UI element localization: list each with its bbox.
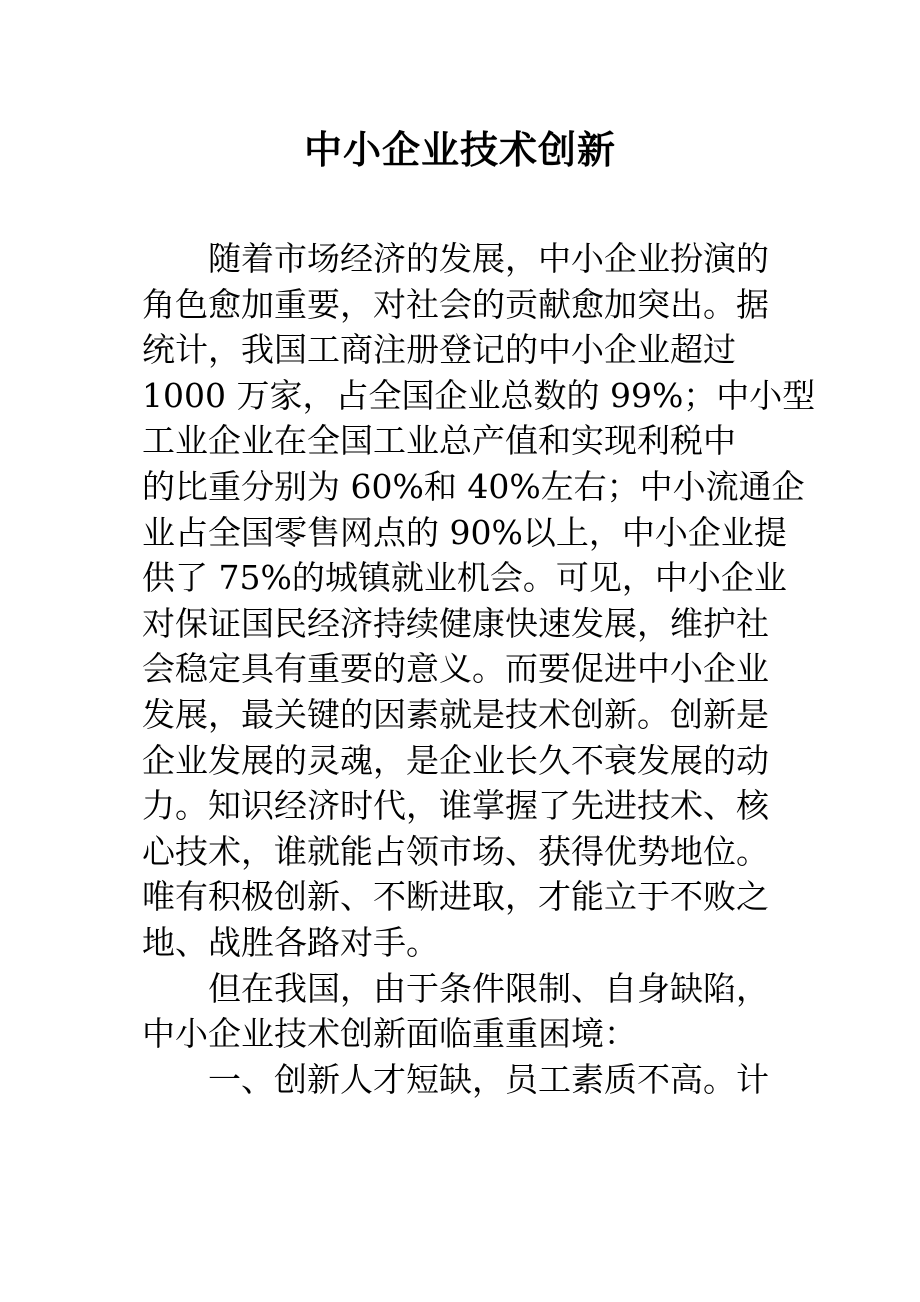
paragraph-1-line-11: 发展，最关键的因素就是技术创新。创新是	[142, 694, 769, 734]
paragraph-1-line-3: 统计，我国工商注册登记的中小企业超过	[142, 330, 736, 370]
paragraph-1-line-14: 心技术，谁就能占领市场、获得优势地位。	[142, 831, 769, 871]
paragraph-1-line-7: 业占全国零售网点的 90%以上，中小企业提	[142, 512, 787, 552]
paragraph-1-line-13: 力。知识经济时代，谁掌握了先进技术、核	[142, 786, 769, 826]
paragraph-1-line-8: 供了 75%的城镇就业机会。可见，中小企业	[142, 558, 787, 598]
paragraph-1-line-4: 1000 万家，占全国企业总数的 99%；中小型	[142, 375, 816, 415]
paragraph-1-line-15: 唯有积极创新、不断进取，才能立于不败之	[142, 877, 769, 917]
paragraph-1-line-9: 对保证国民经济持续健康快速发展，维护社	[142, 603, 769, 643]
document-body	[142, 236, 816, 1102]
paragraph-2-line-2: 中小企业技术创新面临重重困境：	[142, 1014, 637, 1054]
paragraph-1-line-10: 会稳定具有重要的意义。而要促进中小企业	[142, 649, 769, 689]
paragraph-3-line-1: 一、创新人才短缺，员工素质不高。计	[208, 1059, 769, 1099]
paragraph-1-line-6: 的比重分别为 60%和 40%左右；中小流通企	[142, 466, 805, 506]
document-title: 中小企业技术创新	[303, 127, 616, 172]
paragraph-1-line-2: 角色愈加重要，对社会的贡献愈加突出。据	[142, 284, 769, 324]
paragraph-2-line-1: 但在我国，由于条件限制、自身缺陷，	[208, 968, 769, 1008]
paragraph-1-line-5: 工业企业在全国工业总产值和实现利税中	[142, 421, 736, 461]
paragraph-1-line-12: 企业发展的灵魂，是企业长久不衰发展的动	[142, 740, 769, 780]
paragraph-1-line-1: 随着市场经济的发展，中小企业扮演的	[208, 239, 769, 278]
paragraph-1-line-16: 地、战胜各路对手。	[142, 922, 439, 962]
